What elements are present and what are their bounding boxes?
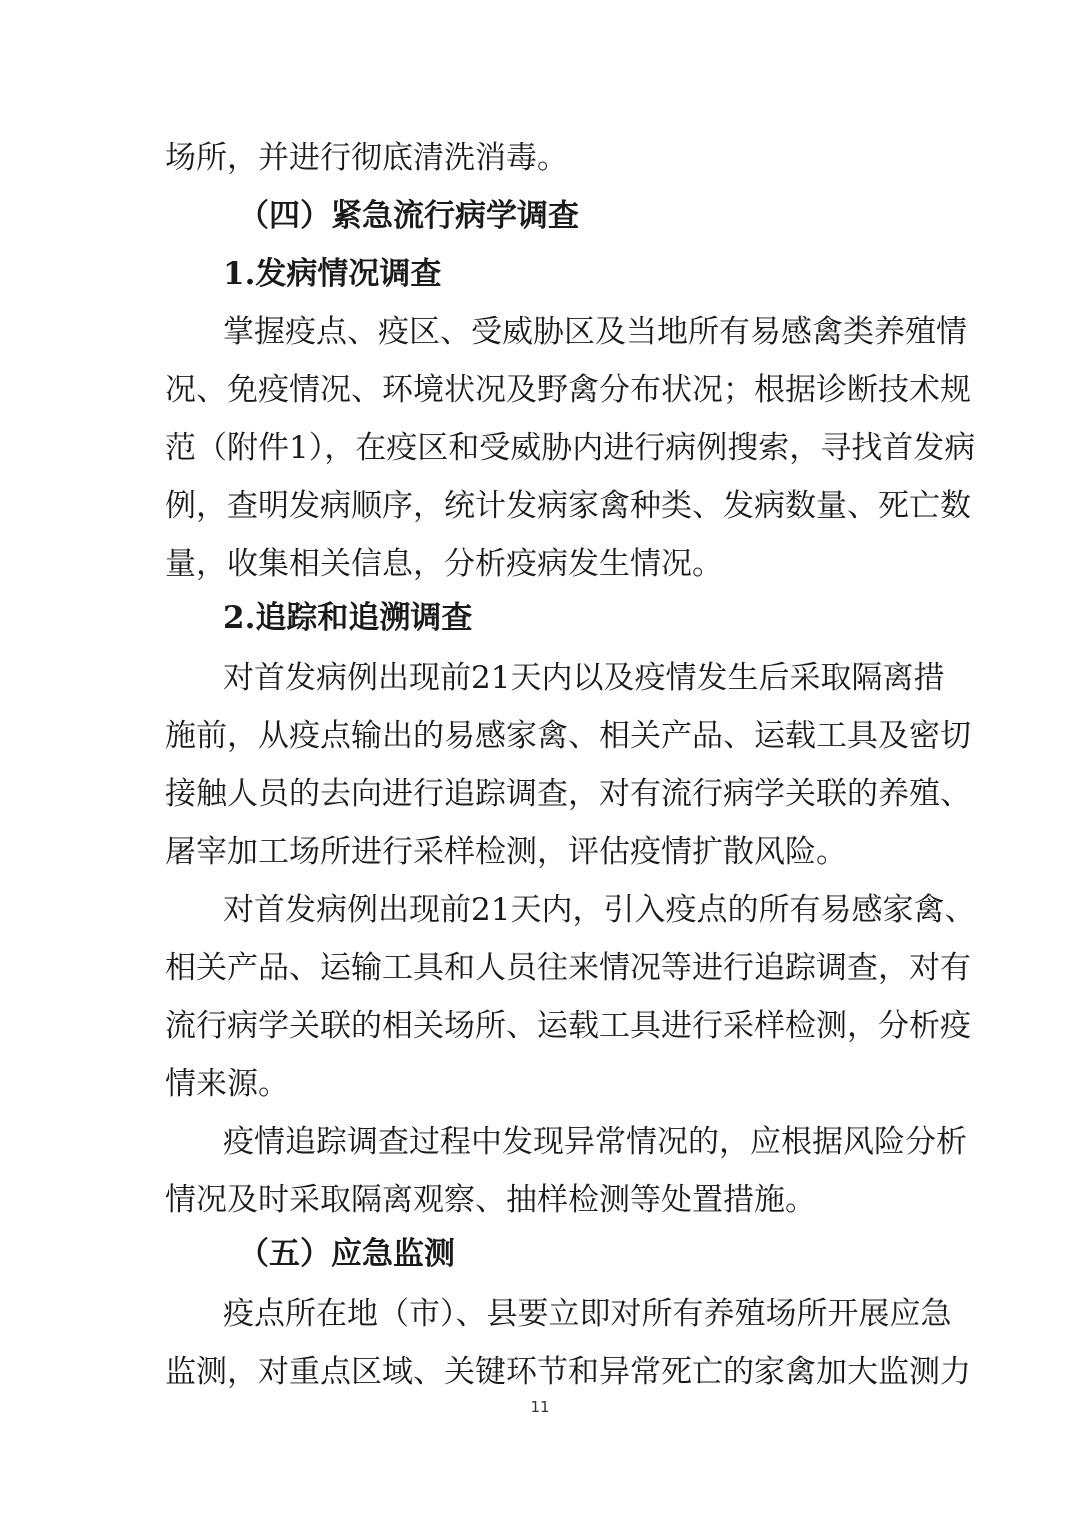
body-text-line: 疫点所在地（市）、县要立即对所有养殖场所开展应急 [223,1296,952,1332]
body-text-line: 情况及时采取隔离观察、抽样检测等处置措施。 [165,1182,816,1218]
section-heading: （五）应急监测 [238,1236,455,1272]
body-text-line: 范（附件1），在疫区和受威胁内进行病例搜索，寻找首发病 [165,430,976,466]
body-text-line: 疫情追踪调查过程中发现异常情况的，应根据风险分析 [223,1124,967,1160]
body-text-line: 屠宰加工场所进行采样检测，评估疫情扩散风险。 [165,834,847,870]
body-text-line: 例，查明发病顺序，统计发病家禽种类、发病数量、死亡数 [165,488,971,524]
subsection-heading: 1.发病情况调查 [223,256,442,292]
body-text-line: 相关产品、运输工具和人员往来情况等进行追踪调查，对有 [165,950,971,986]
body-text-line: 掌握疫点、疫区、受威胁区及当地所有易感禽类养殖情 [223,314,967,350]
page-number: 11 [530,1398,550,1416]
body-text-line: 情来源。 [165,1066,289,1102]
body-text-line: 场所，并进行彻底清洗消毒。 [165,140,568,176]
body-text-line: 对首发病例出现前21天内，引入疫点的所有易感家禽、 [223,892,976,928]
body-text-line: 监测，对重点区域、关键环节和异常死亡的家禽加大监测力 [165,1354,971,1390]
body-text-line: 施前，从疫点输出的易感家禽、相关产品、运载工具及密切 [165,718,971,754]
subsection-heading: 2.追踪和追溯调查 [223,600,473,636]
section-heading: （四）紧急流行病学调查 [238,198,579,234]
body-text-line: 对首发病例出现前21天内以及疫情发生后采取隔离措 [223,660,945,696]
body-text-line: 流行病学关联的相关场所、运载工具进行采样检测，分析疫 [165,1008,971,1044]
body-text-line: 况、免疫情况、环境状况及野禽分布状况；根据诊断技术规 [165,372,971,408]
body-text-line: 接触人员的去向进行追踪调查，对有流行病学关联的养殖、 [165,776,971,812]
body-text-line: 量，收集相关信息，分析疫病发生情况。 [165,546,723,582]
